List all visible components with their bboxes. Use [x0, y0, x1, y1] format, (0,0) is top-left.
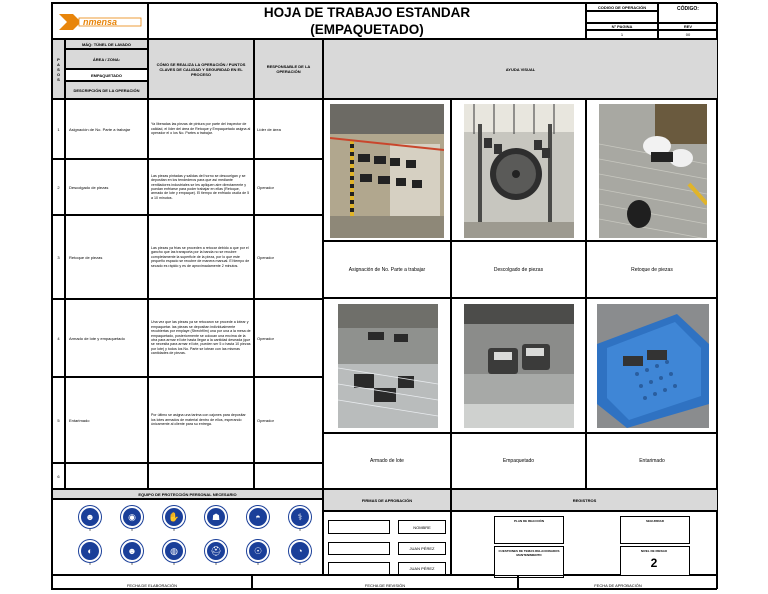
ppe-icon: ☻ — [79, 506, 101, 528]
ppe-item — [289, 540, 311, 566]
ppe-mark: X — [172, 562, 175, 566]
ppe-icon: ⚕ — [289, 506, 311, 528]
photo-entarimado — [597, 304, 709, 428]
step-how — [148, 463, 254, 489]
aprobo-signature[interactable] — [328, 562, 390, 575]
step-description — [65, 463, 148, 489]
ppe-mark: X — [298, 528, 301, 532]
area-label: ÁREA / ZONA: — [65, 49, 148, 69]
ppe-item — [79, 506, 101, 532]
ppe-item — [163, 540, 185, 566]
ppe-item — [121, 540, 143, 566]
ppe-item — [163, 506, 185, 532]
photo-descolgado — [464, 104, 574, 238]
ppe-mark: X — [256, 562, 259, 566]
caption-1: Asignación de No. Parte a trabajar — [323, 241, 451, 298]
step-description: Armado de lote y empaquetado — [65, 299, 148, 377]
caption-3: Retoque de piezas — [586, 241, 718, 298]
company-logo — [59, 12, 143, 32]
reviso-signature[interactable] — [328, 542, 390, 555]
title-cell — [148, 3, 586, 39]
ppe-mark: X — [88, 528, 91, 532]
footer-elaboration-date: FECHA DE ELABORACIÓN — [52, 575, 252, 589]
ppe-icon: ◓ — [247, 506, 269, 528]
aprobo-name[interactable]: JUAN PÉREZ — [398, 562, 446, 575]
ppe-item — [79, 540, 101, 566]
maintenance-box[interactable]: CUESTIONES DE TEMAS RELACIONADOS MANTENIMIENTO — [494, 546, 564, 578]
step-description: Retoque de piezas — [65, 215, 148, 299]
step-description: Entarimado — [65, 377, 148, 463]
photo-armado-lote — [338, 304, 438, 428]
caption-2: Descolgado de piezas — [451, 241, 586, 298]
photo-retoque — [599, 104, 707, 238]
ppe-item — [121, 506, 143, 532]
ppe-item — [247, 540, 269, 566]
step-number: 1 — [52, 99, 65, 159]
caption-5: Empaquetado — [451, 433, 586, 489]
photo-cell-1 — [323, 99, 451, 241]
step-description: Asignación de No. Parte a trabajar — [65, 99, 148, 159]
page-subtitle: (EMPAQUETADO) — [310, 22, 424, 37]
records-panel — [451, 511, 718, 575]
step-number: 3 — [52, 215, 65, 299]
photo-asignacion — [330, 104, 444, 238]
photo-cell-3 — [586, 99, 718, 241]
ppe-item — [247, 506, 269, 532]
footer-revision-date: FECHA DE REVISIÓN — [252, 575, 518, 589]
ppe-icon: ☗ — [205, 506, 227, 528]
step-responsible: Operador — [254, 159, 323, 215]
rev-label: REV — [658, 23, 718, 30]
responsible-column-header: RESPONSABLE DE LA OPERACIÓN — [254, 39, 323, 99]
rev-number: 00 — [658, 30, 718, 39]
ppe-mark: X — [130, 562, 133, 566]
ppe-item — [205, 540, 227, 566]
step-how: Ya liberadas las piezas de pintura por parte del inspector de calidad, el líder del área de Retoque y Empaquetado asigna al operador el o los No. Partes a trabajar. — [148, 99, 254, 159]
ppe-icon: ◍ — [163, 540, 185, 562]
footer-approval-date: FECHA DE APROBACIÓN — [518, 575, 718, 589]
photo-cell-6 — [586, 298, 718, 433]
step-responsible: Líder de área — [254, 99, 323, 159]
machine-label: MÁQ: TÚNEL DE LAVADO — [65, 39, 148, 49]
logo-cell — [52, 3, 148, 39]
ppe-mark: X — [130, 528, 133, 532]
signatures-panel — [323, 511, 451, 575]
photo-cell-4 — [323, 298, 451, 433]
risk-level-label: NIVEL DE RIESGO — [640, 549, 668, 553]
code-label: CÓDIGO: — [658, 3, 718, 23]
page-title: HOJA DE TRABAJO ESTANDAR — [263, 5, 471, 20]
ppe-mark: X — [298, 562, 301, 566]
step-description: Descolgado de piezas — [65, 159, 148, 215]
elaboro-signature[interactable] — [328, 520, 390, 534]
risk-level-box[interactable] — [620, 546, 690, 576]
ppe-mark: X — [88, 562, 91, 566]
area-value: EMPAQUETADO — [65, 69, 148, 81]
ppe-icon: ☉ — [247, 540, 269, 562]
caption-6: Entarimado — [586, 433, 718, 489]
step-responsible: Operador — [254, 215, 323, 299]
op-code-value — [586, 11, 658, 23]
ppe-panel — [52, 499, 323, 575]
photo-cell-5 — [451, 298, 586, 433]
step-how: Una vez que las piezas ya se retocaron se procede a lotear y empaquetar. las piezas se depositan individualmente recubiertas por emplaye (Strechfilm) una por una a la mesa de empaquetado, posteriormente se colocan una encima de la otra para armar el lote hasta llegar a la cantidad deseada (que se necesita para armar el lote, pueden ser 5 o hasta 10 piezas por lote) y todos los No. Parte se lotean con las mismas cantidades de piezas. — [148, 299, 254, 377]
description-label: DESCRIPCIÓN DE LA OPERACIÓN — [65, 81, 148, 99]
step-how: Las piezas pintadas y salidas del horno se descuelgan y se depositan en los tendederos para que así mediante ventiladores industriales se les apliquen aire directamente y puedan enfriarse para poder trabajar en ellas (Retoque, armado de lote y empaque). El tiempo de enfriado oscila de 5 a 10 minutos. — [148, 159, 254, 215]
page-label: N° PAGINA — [586, 23, 658, 30]
signatures-title: FIRMAS DE APROBACIÓN — [323, 489, 451, 511]
step-how: Por último se asigna una tarima con cajones para depositar los lotes armados de material dentro de ellos, esperando únicamente al cliente para su entrega. — [148, 377, 254, 463]
ppe-icon: ⛑ — [205, 540, 227, 562]
visual-aid-header: AYUDA VISUAL — [323, 39, 718, 99]
step-responsible: Operador — [254, 377, 323, 463]
ppe-icon: ◉ — [121, 506, 143, 528]
ppe-mark: X — [172, 528, 175, 532]
logo-text: nmensa — [83, 17, 118, 27]
step-number: 6 — [52, 463, 65, 489]
step-how: Las piezas ya frías se proceden a retocar debido a que por el gancho que las transporta por la banda no se recubre completamente la superficie de la pieza, por lo que este pequeño espacio se recubre de manera manual. El tiempo de secado es rápido y es de aproximadamente 2 minutos. — [148, 215, 254, 299]
ppe-icon: ☻ — [121, 540, 143, 562]
ppe-item — [289, 506, 311, 532]
ppe-icon: ◐ — [79, 540, 101, 562]
ppe-icon: ◔ — [289, 540, 311, 562]
work-sheet — [51, 2, 717, 590]
reviso-name[interactable]: JUAN PÉREZ — [398, 542, 446, 555]
step-number: 5 — [52, 377, 65, 463]
step-number: 2 — [52, 159, 65, 215]
step-responsible: Operador — [254, 299, 323, 377]
op-code-label: CODIGO DE OPERACIÓN — [586, 3, 658, 11]
page-number: 1 — [586, 30, 658, 39]
elaboro-name[interactable]: NOMBRE — [398, 520, 446, 534]
photo-empaquetado — [464, 304, 574, 428]
risk-level-value: 2 — [650, 556, 658, 570]
step-responsible — [254, 463, 323, 489]
step-number: 4 — [52, 299, 65, 377]
ppe-title: EQUIPO DE PROTECCIÓN PERSONAL NECESARIO — [52, 489, 323, 499]
caption-4: Armado de lote — [323, 433, 451, 489]
ppe-icon: ✋ — [163, 506, 185, 528]
ppe-item — [205, 506, 227, 532]
safety-box[interactable]: SEGURIDAD — [620, 516, 690, 544]
ppe-mark: X — [214, 562, 217, 566]
how-column-header: CÓMO SE REALIZA LA OPERACIÓN / PUNTOS CLAVES DE CALIDAD Y SEGURIDAD EN EL PROCESO — [148, 39, 254, 99]
pasos-label: P A S O S — [52, 39, 65, 99]
photo-cell-2 — [451, 99, 586, 241]
reaction-plan-box[interactable]: PLAN DE REACCIÓN — [494, 516, 564, 544]
records-title: REGISTROS — [451, 489, 718, 511]
